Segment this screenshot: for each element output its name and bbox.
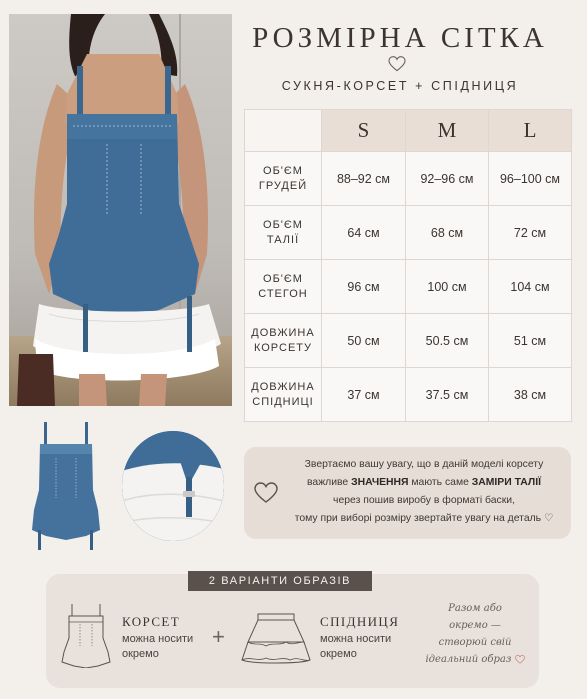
corset-product-photo xyxy=(30,418,102,553)
table-cell: 38 см xyxy=(489,368,572,422)
table-row xyxy=(245,206,572,260)
row-label: ДОВЖИНА КОРСЕТУ xyxy=(245,314,322,368)
corset-sketch-icon xyxy=(60,602,112,668)
table-cell: 37 см xyxy=(322,368,406,422)
row-label: ОБ'ЄМ ТАЛІЇ xyxy=(245,206,322,260)
page-title: РОЗМІРНА СІТКА xyxy=(252,22,548,54)
page-subtitle: СУКНЯ-КОРСЕТ + СПІДНИЦЯ xyxy=(281,79,519,93)
table-cell: 37.5 см xyxy=(406,368,489,422)
row-label: ОБ'ЄМ СТЕГОН xyxy=(245,260,322,314)
table-row xyxy=(245,152,572,206)
heart-icon xyxy=(388,56,406,72)
size-table xyxy=(244,109,572,422)
row-label: ОБ'ЄМ ГРУДЕЙ xyxy=(245,152,322,206)
table-cell: 51 см xyxy=(489,314,572,368)
table-cell: 96–100 см xyxy=(489,152,572,206)
heart-icon xyxy=(254,482,278,504)
model-photo xyxy=(9,14,232,406)
skirt-title: СПІДНИЦЯ xyxy=(320,614,400,629)
row-label: ДОВЖИНА СПІДНИЦІ xyxy=(245,368,322,422)
table-header-row xyxy=(245,110,572,152)
corset-description: можна носити окремо xyxy=(122,633,194,660)
waist-note-text: Звертаємо вашу увагу, що в даній моделі корсету важливе ЗНАЧЕННЯ мають саме ЗАМІРИ ТАЛІЇ через пошив виробу в форматі баски, тому при виборі розміру звертайте увагу на деталь ♡ xyxy=(294,459,554,524)
table-row xyxy=(245,368,572,422)
heart-icon xyxy=(515,655,525,664)
skirt-description: можна носити окремо xyxy=(320,633,392,660)
variants-heading: 2 ВАРІАНТИ ОБРАЗІВ xyxy=(188,571,372,591)
table-cell: 88–92 см xyxy=(322,152,406,206)
table-cell: 72 см xyxy=(489,206,572,260)
plus-sign: + xyxy=(212,624,225,649)
table-row xyxy=(245,314,572,368)
skirt-sketch-icon xyxy=(240,612,312,664)
garter-detail-photo xyxy=(122,431,224,541)
table-row xyxy=(245,260,572,314)
table-cell: 96 см xyxy=(322,260,406,314)
size-column-l: L xyxy=(489,110,572,152)
corset-title: КОРСЕТ xyxy=(122,614,181,629)
table-cell: 50 см xyxy=(322,314,406,368)
table-corner-cell xyxy=(245,110,322,152)
table-cell: 100 см xyxy=(406,260,489,314)
table-cell: 50.5 см xyxy=(406,314,489,368)
table-cell: 68 см xyxy=(406,206,489,260)
script-slogan: Разом або окремо — створюй свій ідеальний образ xyxy=(420,600,530,668)
size-column-m: M xyxy=(406,110,489,152)
table-cell: 92–96 см xyxy=(406,152,489,206)
table-cell: 104 см xyxy=(489,260,572,314)
table-cell: 64 см xyxy=(322,206,406,260)
size-column-s: S xyxy=(322,110,406,152)
